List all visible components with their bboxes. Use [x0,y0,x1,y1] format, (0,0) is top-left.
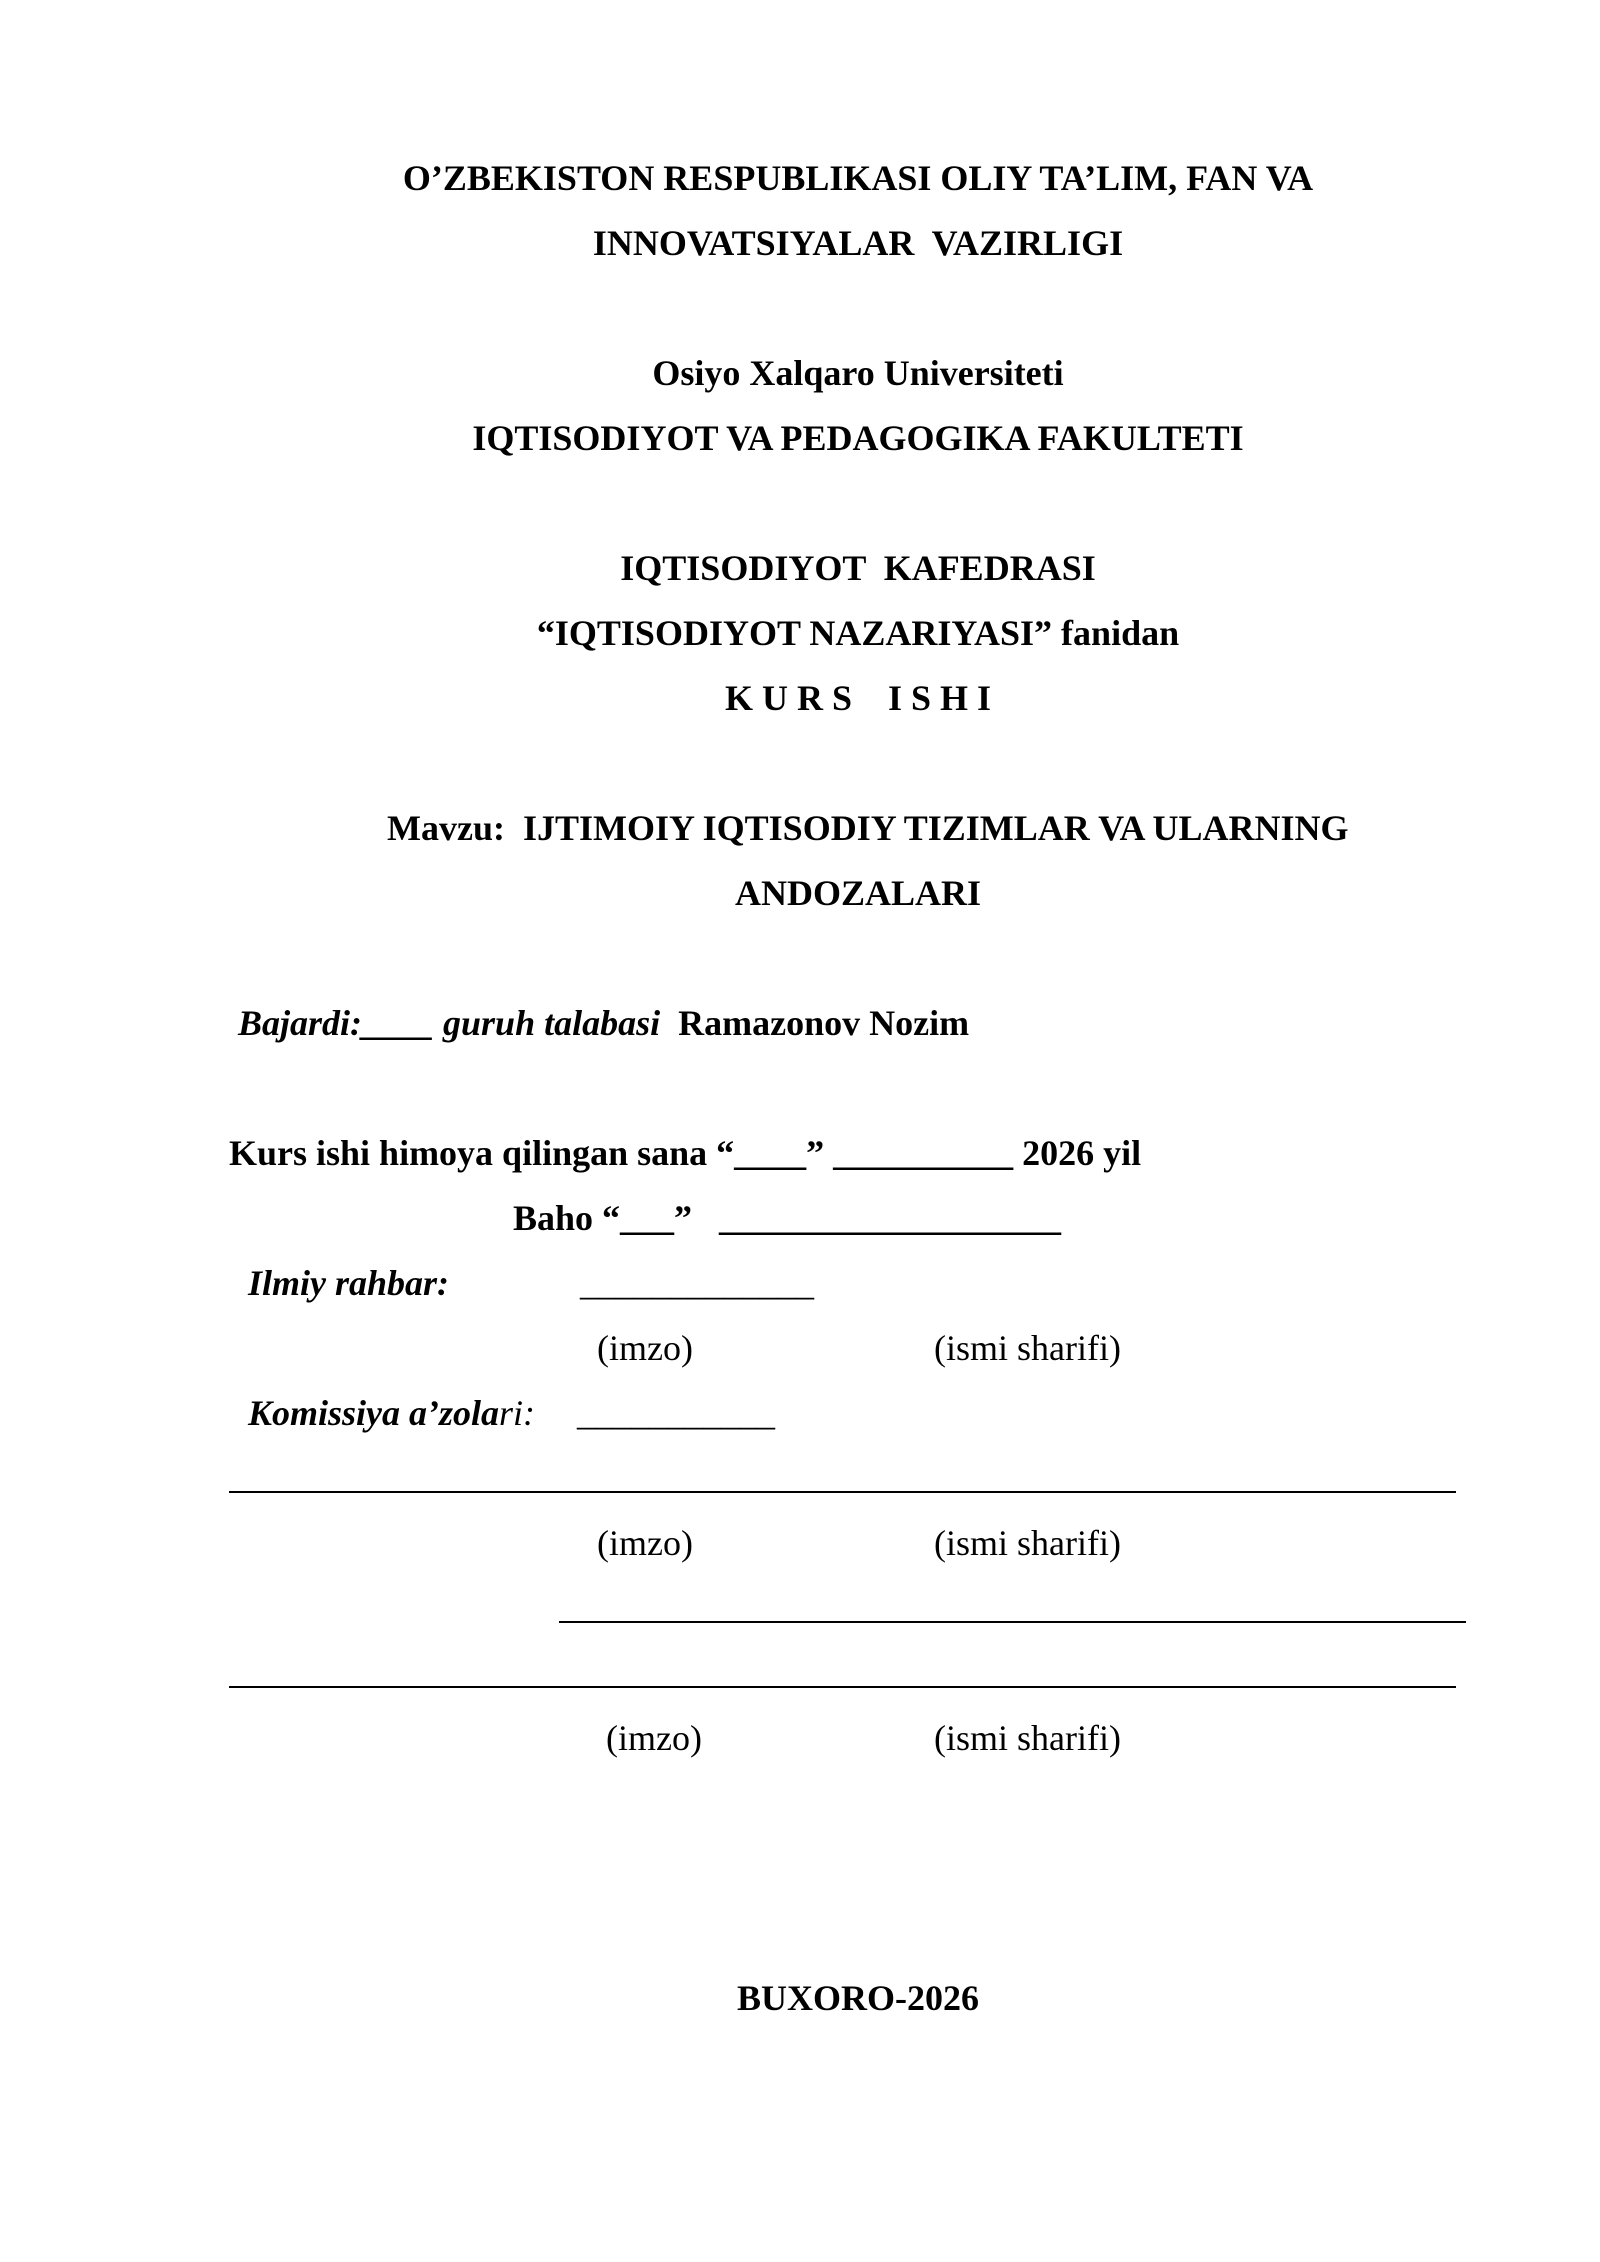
topic-line-1: Mavzu: IJTIMOIY IQTISODIY TIZIMLAR VA ULARNING [387,808,1349,848]
supervisor-signature-caption: (imzo) [597,1328,693,1368]
supervisor-name-caption: (ismi sharifi) [934,1328,1121,1368]
faculty-name: IQTISODIYOT VA PEDAGOGIKA FAKULTETI [472,418,1244,458]
university-name: Osiyo Xalqaro Universiteti [652,353,1064,393]
commission-signature-caption-2: (imzo) [606,1718,702,1758]
performer-label: Bajardi:____ guruh talabasi [238,1003,661,1043]
city-year: BUXORO-2026 [737,1978,979,2018]
ministry-line-2: INNOVATSIYALAR VAZIRLIGI [592,223,1124,263]
commission-label-tail: ri: [499,1393,536,1433]
department-name: IQTISODIYOT KAFEDRASI [620,548,1096,588]
commission-label-main: Komissiya a’zola [248,1393,500,1433]
commission-signature-caption-1: (imzo) [597,1523,693,1563]
work-type-title: K U R S I S H I [724,678,992,718]
subject-line: “IQTISODIYOT NAZARIYASI” fanidan [536,613,1180,653]
topic-line-2: ANDOZALARI [734,873,982,913]
commission-blank: ___________ [577,1393,775,1433]
grade-line: Baho “___” ___________________ [513,1198,1062,1238]
signature-rule-3 [229,1686,1456,1688]
supervisor-label: Ilmiy rahbar: [248,1263,450,1303]
performer-name: Ramazonov Nozim [678,1003,970,1043]
signature-rule-1 [229,1491,1456,1493]
supervisor-blank: _____________ [580,1263,814,1303]
commission-name-caption-2: (ismi sharifi) [934,1718,1121,1758]
commission-label [248,1391,535,1435]
commission-name-caption-1: (ismi sharifi) [934,1523,1121,1563]
ministry-line-1: O’ZBEKISTON RESPUBLIKASI OLIY TA’LIM, FAN VA [402,158,1314,198]
defense-date-line: Kurs ishi himoya qilingan sana “____” __________ 2026 yil [229,1133,1142,1173]
performer-line [238,1001,969,1045]
signature-rule-2 [559,1621,1466,1623]
